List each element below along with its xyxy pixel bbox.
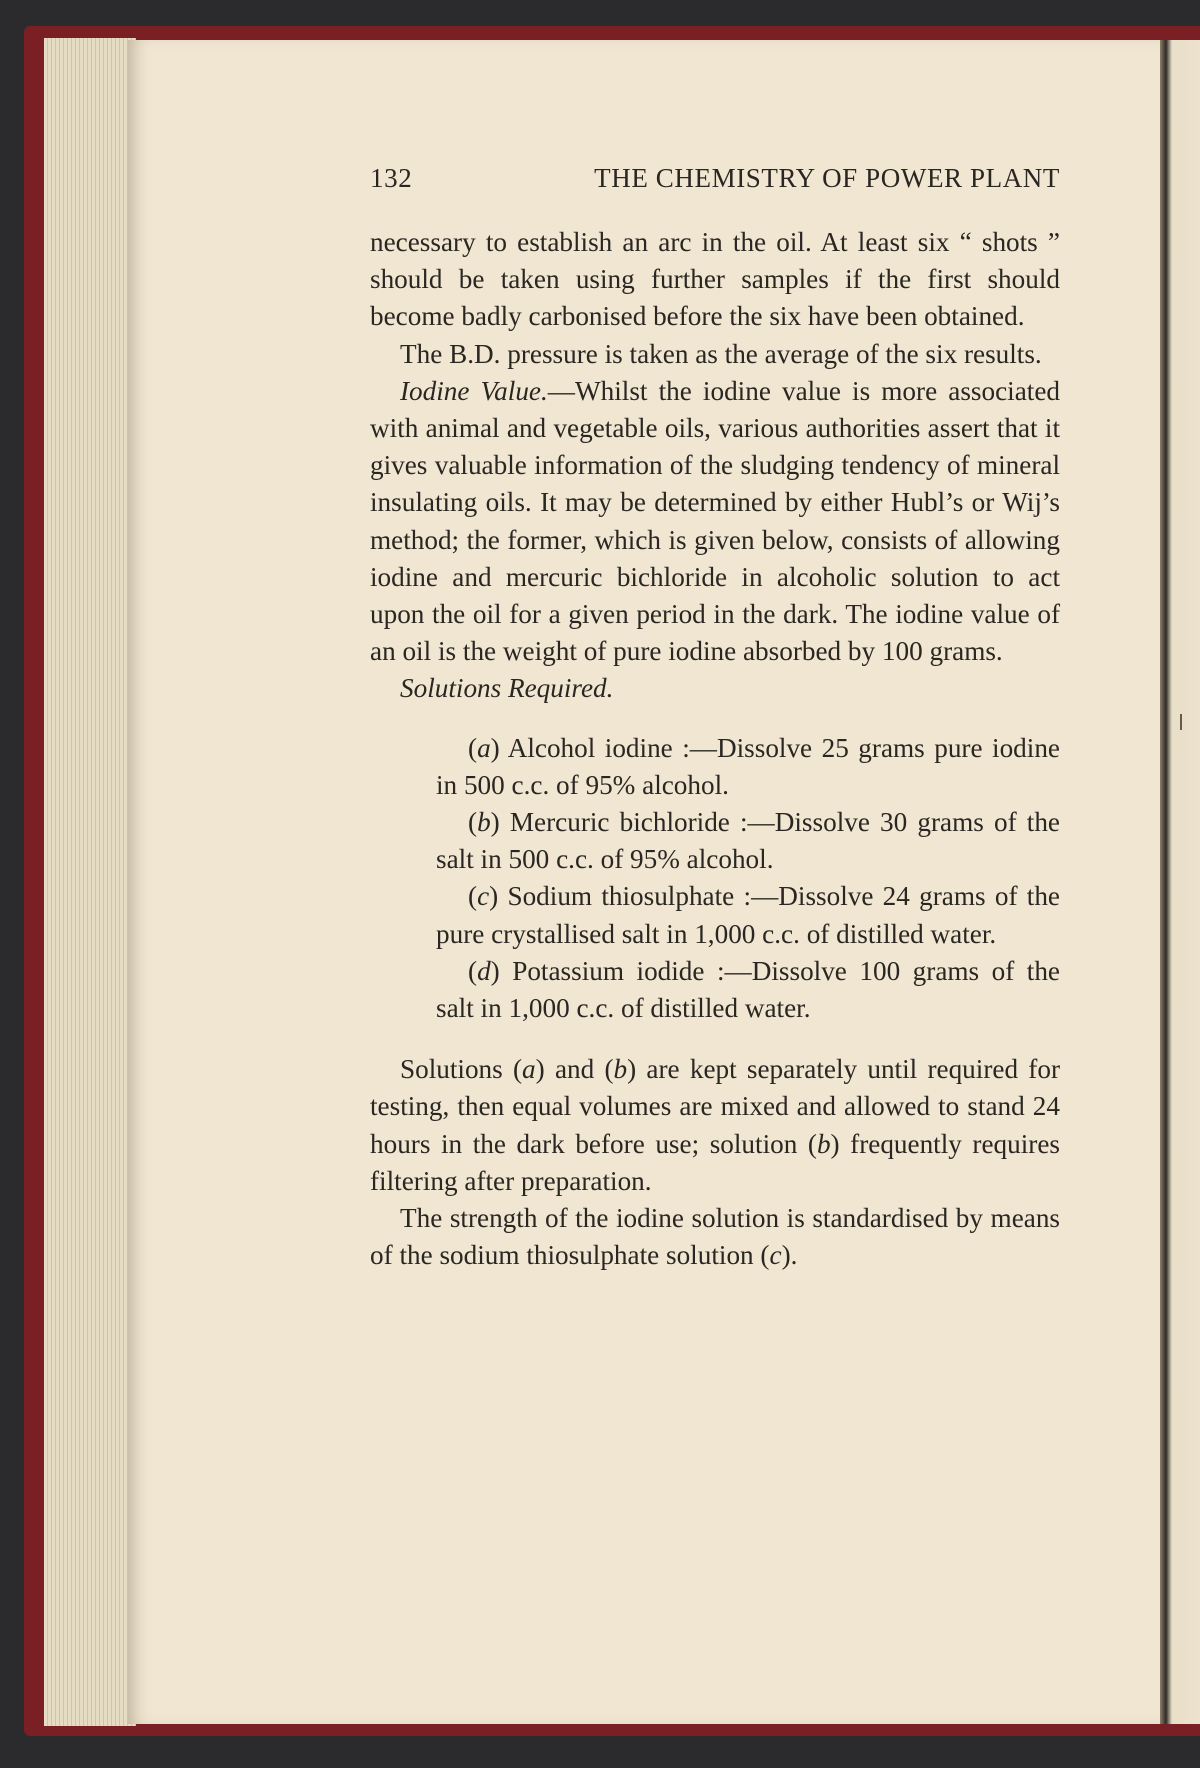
book-gutter: [1160, 40, 1200, 1724]
p4-text-c: ) are kept separately until required for testing, then equal volumes are mixed and allowed to stand 24 hours in the dark before use; solution (: [370, 1054, 1060, 1159]
paragraph-1: necessary to establish an arc in the oil. At least six “ shots ” should be taken using further samples if the first should become badly carbonised before the six have been obtained.: [370, 227, 1060, 332]
list-item: (b) Mercuric bichloride :—Dissolve 30 grams of the salt in 500 c.c. of 95% alcohol.: [436, 807, 1060, 875]
iodine-value-heading: Iodine Value.: [400, 375, 548, 406]
p4-letter-b: b: [613, 1054, 628, 1085]
p4-letter-a: a: [522, 1054, 536, 1085]
paragraph-3-text: —Whilst the iodine value is more associated with animal and vegetable oils, various authorities assert that it gives valuable information of the sludging tendency of mineral insulating oils. It may be determined by either Hubl’s or Wij’s method; the former, which is given below, consists of allowing iodine and mercuric bichloride in alcoholic solution to act upon the oil for a given period in the dark. The iodine value of an oil is the weight of pure iodine absorbed by 100 grams.: [370, 375, 1060, 667]
paragraph-5: [370, 1200, 1060, 1274]
item-letter: d: [477, 955, 491, 986]
item-text: Potassium iodide :—Dissolve 100 grams of the salt in 1,000 c.c. of distilled water.: [436, 955, 1060, 1024]
solutions-heading: Solutions Required.: [400, 673, 614, 704]
p5-text-b: ).: [781, 1240, 798, 1271]
list-item: (d) Potassium iodide :—Dissolve 100 grams of the salt in 1,000 c.c. of distilled water.: [436, 955, 1060, 1024]
item-letter: c: [477, 881, 490, 912]
paragraph-4: [370, 1051, 1060, 1200]
item-letter: a: [477, 732, 491, 763]
item-letter: b: [477, 807, 491, 838]
list-item: (a) Alcohol iodine :—Dissolve 25 grams pure iodine in 500 c.c. of 95% alcohol.: [436, 732, 1060, 800]
page-edges: [44, 38, 136, 1726]
p4-letter-b2: b: [816, 1128, 831, 1159]
solutions-list: [436, 730, 1060, 1028]
list-item: (c) Sodium thiosulphate :—Dissolve 24 grams of the pure crystallised salt in 1,000 c.c. of distilled water.: [436, 881, 1060, 949]
running-header: [370, 160, 1060, 200]
page-number: 132: [370, 163, 413, 193]
margin-mark: [1180, 714, 1182, 730]
p4-text-a: Solutions (: [400, 1054, 523, 1085]
paragraph-2: The B.D. pressure is taken as the average of the six results.: [400, 338, 1042, 369]
p4-text-d: ) frequently requires filtering after preparation.: [370, 1128, 1060, 1196]
running-title: THE CHEMISTRY OF POWER PLANT: [594, 163, 1060, 193]
item-text: Mercuric bichloride :—Dissolve 30 grams of the salt in 500 c.c. of 95% alcohol.: [436, 807, 1060, 875]
p4-text-b: ) and (: [535, 1054, 614, 1085]
p5-letter-c: c: [769, 1240, 782, 1271]
paragraph-3: [370, 373, 1060, 671]
page-text: [370, 160, 1060, 1274]
p5-text-a: The strength of the iodine solution is standardised by means of the sodium thiosulphate solution (: [370, 1203, 1060, 1271]
item-text: Alcohol iodine :—Dissolve 25 grams pure iodine in 500 c.c. of 95% alcohol.: [436, 732, 1060, 800]
item-text: Sodium thiosulphate :—Dissolve 24 grams of the pure crystallised salt in 1,000 c.c. of distilled water.: [436, 881, 1060, 949]
